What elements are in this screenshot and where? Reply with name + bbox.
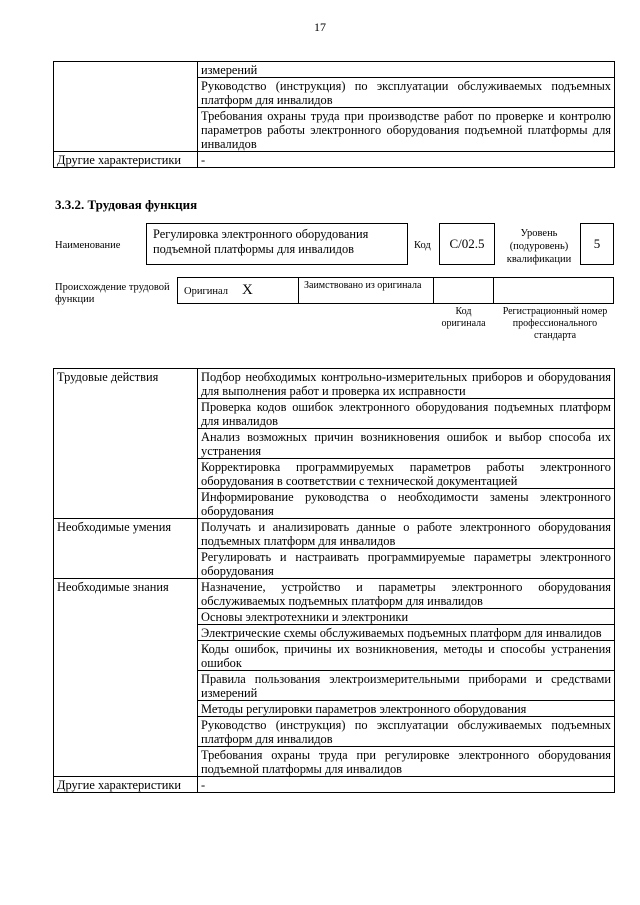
group-item: Требования охраны труда при регулировке электронного оборудования подъемной платформы для инвалидов <box>198 747 615 777</box>
group-item: Проверка кодов ошибок электронного оборудования подъемных платформ для инвалидов <box>198 399 615 429</box>
table-row <box>54 579 615 609</box>
table-row <box>54 62 615 78</box>
original-label: Оригинал <box>184 286 228 297</box>
level-label: Уровень (подуровень) квалификации <box>506 228 572 265</box>
table-row <box>54 369 615 399</box>
group-label: Трудовые действия <box>54 369 198 519</box>
group-item: Подбор необходимых контрольно-измерительных приборов и оборудования для выполнения работ и проверка их исправности <box>198 369 615 399</box>
group-item: Анализ возможных причин возникновения ошибок и выбор способа их устранения <box>198 429 615 459</box>
reg-number-cell <box>493 277 614 304</box>
name-label: Наименование <box>55 240 121 251</box>
group-item: Получать и анализировать данные о работе электронного оборудования подъемных платформ для инвалидов <box>198 519 615 549</box>
row-text: измерений <box>198 62 615 78</box>
origin-label: Происхождение трудовой функции <box>55 282 170 305</box>
group-item: Корректировка программируемых параметров работы электронного оборудования в соответствии с технической документацией <box>198 459 615 489</box>
main-table <box>53 368 615 793</box>
group-item: Регулировать и настраивать программируемые параметры электронного оборудования <box>198 549 615 579</box>
table-row <box>54 152 615 168</box>
group-item: Правила пользования электроизмерительными приборами и средствами измерений <box>198 671 615 701</box>
section-title: 3.3.2. Трудовая функция <box>55 197 198 212</box>
group-label: Другие характеристики <box>54 777 198 793</box>
top-table <box>53 61 615 168</box>
group-item: Коды ошибок, причины их возникновения, методы и способы устранения ошибок <box>198 641 615 671</box>
group-item: Информирование руководства о необходимости замены электронного оборудования <box>198 489 615 519</box>
borrowed-label: Заимствовано из оригинала <box>298 277 434 304</box>
level-value: 5 <box>580 223 614 265</box>
name-value: Регулировка электронного оборудования подъемной платформы для инвалидов <box>146 223 408 265</box>
table-row <box>54 519 615 549</box>
group-item: - <box>198 777 615 793</box>
code-original-cell <box>433 277 494 304</box>
group-item: Электрические схемы обслуживаемых подъемных платформ для инвалидов <box>198 625 615 641</box>
page-number: 17 <box>314 20 326 34</box>
group-item: Методы регулировки параметров электронного оборудования <box>198 701 615 717</box>
group-label: Необходимые знания <box>54 579 198 777</box>
code-value: C/02.5 <box>439 223 495 265</box>
original-mark: X <box>242 282 253 298</box>
row-text: Руководство (инструкция) по эксплуатации обслуживаемых подъемных платформ для инвалидов <box>198 78 615 108</box>
row-text: - <box>198 152 615 168</box>
code-original-label: Код оригинала <box>441 306 486 329</box>
code-label: Код <box>414 240 431 251</box>
table-row <box>54 777 615 793</box>
row-label <box>54 62 198 152</box>
reg-number-label: Регистрационный номер профессионального стандарта <box>502 306 608 341</box>
group-item: Основы электротехники и электроники <box>198 609 615 625</box>
group-item: Назначение, устройство и параметры электронного оборудования обслуживаемых подъемных платформ для инвалидов <box>198 579 615 609</box>
group-item: Руководство (инструкция) по эксплуатации обслуживаемых подъемных платформ для инвалидов <box>198 717 615 747</box>
group-label: Необходимые умения <box>54 519 198 579</box>
row-text: Требования охраны труда при производстве работ по проверке и контролю параметров работы электронного оборудования подъемной платформы для инвалидов <box>198 108 615 152</box>
row-label: Другие характеристики <box>54 152 198 168</box>
original-cell <box>177 277 299 304</box>
